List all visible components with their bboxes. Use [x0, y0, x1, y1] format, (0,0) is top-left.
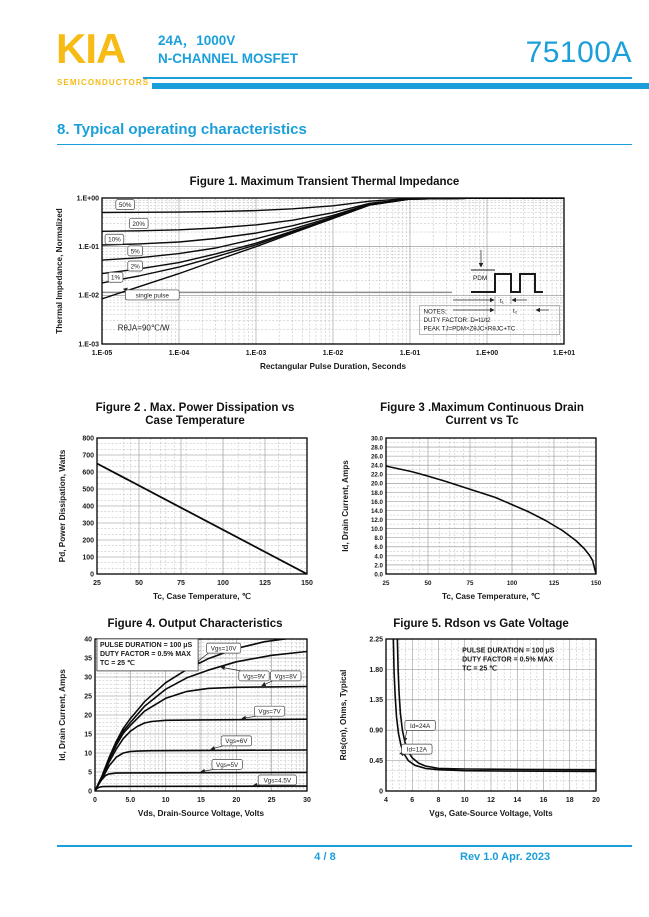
svg-text:Vgs=8V: Vgs=8V — [274, 673, 297, 681]
svg-text:25: 25 — [93, 580, 101, 587]
svg-text:0.45: 0.45 — [369, 758, 383, 765]
svg-text:18: 18 — [565, 797, 574, 804]
svg-text:75: 75 — [177, 580, 185, 587]
revision: Rev 1.0 Apr. 2023 — [460, 851, 551, 863]
svg-text:1.E-03: 1.E-03 — [78, 341, 99, 349]
svg-text:24.0: 24.0 — [370, 462, 383, 470]
svg-text:0: 0 — [93, 797, 97, 804]
svg-text:Rds(on), Ohms, Typical: Rds(on), Ohms, Typical — [339, 669, 348, 761]
page-number: 4 / 8 — [314, 851, 336, 863]
svg-text:25: 25 — [267, 797, 276, 804]
header-thin-rule — [143, 77, 632, 79]
svg-text:20.0: 20.0 — [370, 480, 383, 488]
svg-text:15: 15 — [84, 731, 92, 739]
part-number: 75100A — [525, 36, 632, 69]
svg-text:Vgs=10V: Vgs=10V — [210, 645, 237, 653]
svg-text:0: 0 — [88, 788, 92, 796]
svg-text:800: 800 — [82, 435, 94, 443]
svg-text:0.0: 0.0 — [374, 571, 383, 579]
svg-text:16: 16 — [539, 797, 548, 804]
svg-text:10: 10 — [161, 797, 170, 804]
svg-text:NOTES:: NOTES: — [423, 308, 447, 316]
svg-text:PULSE DURATION = 100 μS: PULSE DURATION = 100 μS — [462, 647, 555, 655]
figure3-drain-current-chart — [338, 430, 626, 626]
svg-text:1.80: 1.80 — [369, 666, 383, 674]
figure4-title: Figure 4. Output Characteristics — [107, 618, 283, 630]
svg-text:100: 100 — [82, 554, 94, 562]
svg-text:15: 15 — [197, 797, 205, 804]
svg-text:4.0: 4.0 — [374, 553, 383, 561]
figure4-block — [55, 618, 335, 835]
svg-text:Vds, Drain-Source Voltage, Vol: Vds, Drain-Source Voltage, Volts — [137, 809, 265, 818]
svg-text:700: 700 — [82, 452, 94, 460]
svg-text:50%: 50% — [118, 202, 132, 210]
svg-text:150: 150 — [301, 580, 313, 587]
svg-text:RθJA=90℃/W: RθJA=90℃/W — [117, 323, 170, 333]
svg-text:5.0: 5.0 — [125, 797, 136, 804]
svg-text:500: 500 — [82, 486, 94, 494]
svg-text:Id=24A: Id=24A — [410, 722, 431, 730]
section-heading-rule — [57, 144, 632, 145]
svg-text:Rectangular Pulse Duration, Se: Rectangular Pulse Duration, Seconds — [259, 362, 407, 371]
svg-text:Vgs=9V: Vgs=9V — [242, 673, 266, 681]
figure4-output-characteristics-chart — [55, 633, 335, 835]
svg-text:22.0: 22.0 — [370, 471, 383, 479]
svg-text:TC = 25 ℃: TC = 25 ℃ — [462, 665, 498, 673]
svg-text:10%: 10% — [108, 236, 121, 244]
svg-text:1.E-01: 1.E-01 — [399, 350, 421, 357]
svg-text:14: 14 — [513, 797, 522, 804]
figure5-block — [336, 618, 626, 835]
figure2-title-line2: Case Temperature — [145, 415, 245, 427]
svg-text:Thermal Impedance, Normalized: Thermal Impedance, Normalized — [55, 208, 64, 334]
svg-text:50: 50 — [424, 580, 432, 587]
svg-text:1.E-03: 1.E-03 — [245, 350, 267, 357]
svg-text:12.0: 12.0 — [370, 517, 383, 524]
svg-text:50: 50 — [135, 580, 143, 587]
footer-rule — [57, 845, 632, 847]
svg-text:Vgs=5V: Vgs=5V — [216, 761, 239, 769]
svg-text:300: 300 — [82, 520, 94, 528]
svg-text:0: 0 — [90, 571, 94, 579]
figure5-title: Figure 5. Rdson vs Gate Voltage — [393, 618, 569, 630]
svg-text:2.25: 2.25 — [369, 636, 383, 644]
svg-text:125: 125 — [548, 580, 560, 587]
svg-text:20%: 20% — [132, 220, 146, 228]
svg-text:Vgs=7V: Vgs=7V — [258, 708, 281, 716]
svg-text:125: 125 — [259, 580, 271, 587]
svg-text:TC = 25 ℃: TC = 25 ℃ — [99, 659, 135, 667]
svg-text:20: 20 — [592, 797, 600, 804]
section-heading: 8. Typical operating characteristics — [57, 121, 307, 138]
svg-text:PDM: PDM — [473, 275, 488, 282]
svg-text:2.0: 2.0 — [374, 562, 383, 570]
svg-text:1.35: 1.35 — [369, 697, 383, 705]
svg-text:5: 5 — [88, 769, 92, 777]
kia-logo-subtext: SEMICONDUCTORS — [57, 78, 150, 87]
svg-text:14.0: 14.0 — [370, 507, 383, 515]
svg-text:1.E+00: 1.E+00 — [475, 350, 499, 357]
svg-text:t₂: t₂ — [513, 308, 518, 315]
figure1-block — [52, 176, 597, 401]
svg-text:18.0: 18.0 — [370, 489, 383, 497]
svg-text:6: 6 — [410, 797, 415, 804]
svg-text:DUTY FACTOR = 0.5% MAX: DUTY FACTOR = 0.5% MAX — [462, 656, 554, 664]
figure2-power-dissipation-chart — [55, 430, 335, 626]
svg-text:75: 75 — [466, 580, 474, 587]
svg-text:Vgs, Gate-Source Voltage, Volt: Vgs, Gate-Source Voltage, Volts — [429, 809, 553, 818]
svg-text:0: 0 — [379, 788, 383, 796]
svg-text:1.E-05: 1.E-05 — [91, 350, 113, 357]
svg-text:150: 150 — [590, 580, 602, 587]
product-spec-line1: 24A，1000V — [158, 33, 236, 48]
svg-text:1.E-02: 1.E-02 — [78, 292, 99, 300]
svg-text:Vgs=4.5V: Vgs=4.5V — [263, 777, 292, 785]
svg-text:Id, Drain Current, Amps: Id, Drain Current, Amps — [341, 460, 350, 552]
svg-text:Pd, Power Dissipation, Watts: Pd, Power Dissipation, Watts — [58, 449, 67, 563]
svg-text:t₁: t₁ — [500, 298, 504, 305]
svg-text:20: 20 — [84, 712, 92, 720]
svg-text:600: 600 — [82, 469, 94, 477]
svg-text:8.0: 8.0 — [374, 535, 383, 543]
svg-text:100: 100 — [217, 580, 229, 587]
svg-text:2%: 2% — [130, 263, 140, 271]
svg-text:200: 200 — [82, 537, 94, 545]
header-thick-rule — [152, 83, 649, 89]
figure5-rdson-chart — [336, 633, 626, 835]
svg-text:Tc, Case Temperature, ℃: Tc, Case Temperature, ℃ — [152, 592, 252, 601]
figure1-thermal-impedance-chart — [52, 191, 597, 401]
svg-text:4: 4 — [384, 797, 388, 804]
svg-text:1%: 1% — [111, 274, 121, 282]
kia-logo: KIA — [56, 25, 126, 72]
svg-text:1.E-04: 1.E-04 — [168, 350, 190, 357]
svg-text:30: 30 — [303, 797, 311, 804]
figure3-title: Figure 3 .Maximum Continuous Drain — [380, 402, 584, 414]
svg-text:PEAK TJ=PDM×ZθJC×RθJC+TC: PEAK TJ=PDM×ZθJC×RθJC+TC — [423, 325, 516, 333]
figure2-title: Figure 2 . Max. Power Dissipation vs — [95, 402, 295, 414]
svg-text:26.0: 26.0 — [370, 453, 383, 461]
figure2-block — [55, 402, 335, 626]
product-spec-line2: N-CHANNEL MOSFET — [158, 51, 298, 66]
svg-text:1.E-02: 1.E-02 — [322, 350, 344, 357]
svg-text:DUTY FACTOR = 0.5% MAX: DUTY FACTOR = 0.5% MAX — [99, 650, 191, 658]
svg-text:0.90: 0.90 — [369, 727, 383, 735]
svg-text:10.0: 10.0 — [370, 526, 383, 534]
svg-text:400: 400 — [82, 503, 94, 511]
svg-text:25: 25 — [84, 693, 92, 701]
figure1-title: Figure 1. Maximum Transient Thermal Impedance — [189, 176, 460, 188]
svg-text:Vgs=6V: Vgs=6V — [225, 738, 248, 746]
svg-text:10: 10 — [460, 797, 469, 804]
svg-text:28.0: 28.0 — [370, 444, 383, 452]
svg-text:Id=12A: Id=12A — [406, 746, 427, 754]
svg-text:30: 30 — [84, 674, 92, 682]
svg-text:6.0: 6.0 — [374, 544, 383, 552]
svg-text:16.0: 16.0 — [370, 498, 383, 506]
svg-text:12: 12 — [487, 797, 495, 804]
svg-text:1.E+00: 1.E+00 — [76, 195, 99, 203]
figure3-title-line2: Current vs Tc — [445, 415, 519, 427]
svg-text:1.E+01: 1.E+01 — [552, 350, 576, 357]
svg-text:single pulse: single pulse — [135, 292, 169, 300]
svg-text:DUTY FACTOR: D=t1/t2: DUTY FACTOR: D=t1/t2 — [423, 317, 491, 325]
svg-text:5%: 5% — [130, 248, 140, 256]
svg-text:1.E-01: 1.E-01 — [78, 244, 99, 252]
product-spec — [158, 32, 298, 68]
svg-text:Id, Drain Current, Amps: Id, Drain Current, Amps — [58, 669, 67, 761]
svg-text:10: 10 — [84, 750, 92, 758]
svg-text:Tc, Case Temperature, ℃: Tc, Case Temperature, ℃ — [441, 592, 541, 601]
svg-text:40: 40 — [84, 636, 92, 644]
figure3-block — [338, 402, 626, 626]
svg-text:PULSE DURATION = 100 μS: PULSE DURATION = 100 μS — [99, 641, 193, 649]
svg-text:100: 100 — [506, 580, 518, 587]
svg-text:35: 35 — [84, 655, 92, 663]
svg-text:30.0: 30.0 — [370, 435, 383, 443]
svg-text:25: 25 — [382, 580, 390, 587]
svg-text:20: 20 — [232, 797, 241, 804]
svg-text:8: 8 — [436, 797, 441, 804]
